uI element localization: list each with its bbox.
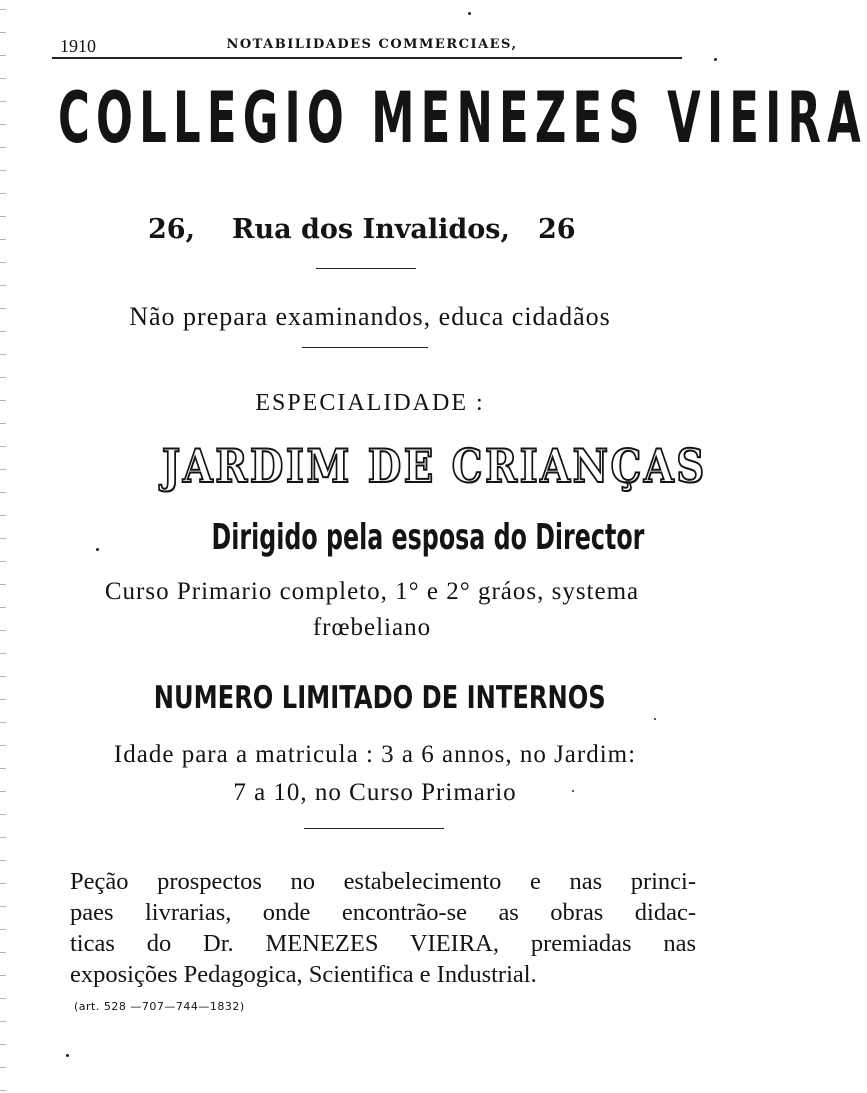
page-header	[52, 33, 682, 59]
course-line-2: frœbeliano	[312, 614, 432, 641]
directed-by-text: Dirigido pela esposa do Director	[211, 517, 645, 558]
ink-speck	[468, 12, 471, 15]
page-title: COLLEGIO MENEZES VIEIRA	[58, 77, 867, 159]
ink-speck	[714, 58, 717, 61]
ink-speck	[96, 548, 99, 551]
directed-by	[100, 512, 645, 564]
speciality-heading-text: JARDIM DE CRIANÇAS	[161, 439, 707, 493]
prospectus-line-4: exposições Pedagogica, Scientifica e Industrial.	[70, 961, 537, 988]
limited-boarders-text: NUMERO LIMITADO DE INTERNOS	[154, 680, 606, 716]
speciality-label: ESPECIALIDADE :	[255, 390, 485, 416]
limited-boarders	[90, 676, 670, 720]
course-line-1: Curso Primario completo, 1° e 2° gráos, systema	[104, 578, 640, 605]
motto: Não prepara examinandos, educa cidadãos	[129, 302, 611, 331]
ink-speck	[572, 790, 574, 792]
prospectus-line-1: Peção prospectos no estabelecimento e nas princi-	[70, 868, 696, 895]
prospectus-paragraph	[70, 866, 696, 990]
address-line	[140, 210, 590, 250]
divider-1	[316, 268, 416, 269]
address-street: Rua dos Invalidos,	[232, 214, 510, 245]
running-head: NOTABILIDADES COMMERCIAES,	[226, 37, 518, 52]
address-number-right: 26	[538, 214, 576, 245]
age-line-1: Idade para a matricula : 3 a 6 annos, no Jardim:	[113, 741, 637, 768]
left-edge-noise	[0, 0, 6, 1093]
course-description	[60, 574, 684, 646]
speciality-heading	[110, 436, 707, 496]
page-number: 1910	[60, 36, 96, 56]
title-block	[0, 77, 867, 159]
prospectus-line-2: paes livrarias, onde encontrão-se as obras didac-	[70, 899, 696, 926]
divider-2	[302, 347, 428, 348]
printer-imprint: (art. 528 —707—744—1832)	[74, 1000, 245, 1013]
age-line-2: 7 a 10, no Curso Primario	[233, 779, 517, 806]
prospectus-line-3: ticas do Dr. MENEZES VIEIRA, premiadas nas	[70, 930, 696, 957]
address-number-left: 26,	[148, 214, 195, 245]
ink-speck	[66, 1054, 69, 1057]
age-requirements	[50, 736, 700, 812]
ink-speck	[654, 718, 656, 720]
divider-3	[304, 828, 444, 829]
